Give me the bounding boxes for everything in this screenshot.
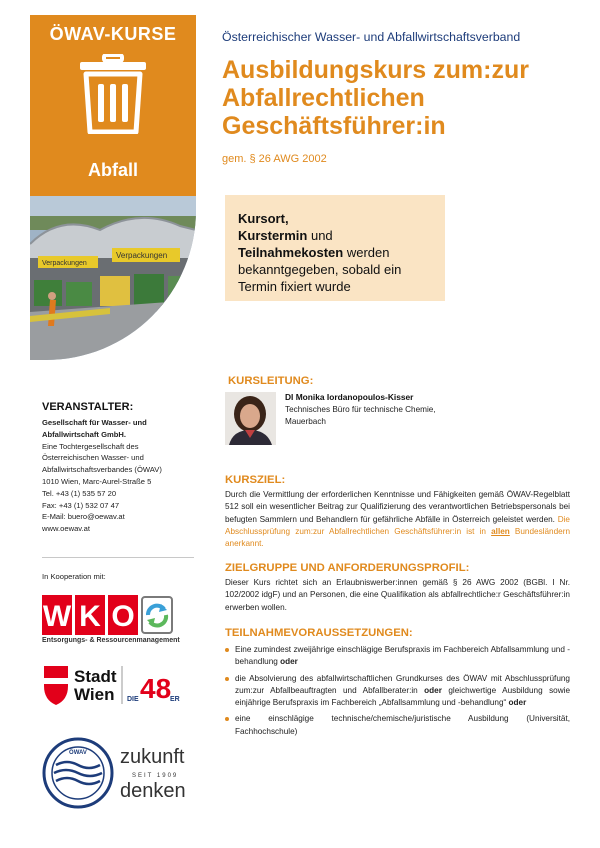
course-leader-line-2: Mauerbach xyxy=(285,416,326,426)
course-title-line-1: Ausbildungskurs zum:zur xyxy=(222,56,529,84)
seit-text: SEIT 1909 xyxy=(132,773,179,779)
divider xyxy=(42,557,194,558)
item2-oder-2: oder xyxy=(508,698,527,708)
info-kurstermin: Kurstermin xyxy=(238,228,308,243)
item1-text: Eine zumindest zweijährige einschlägige Berufspraxis im Fachbereich Abfallsammlung und -behandlung xyxy=(235,645,570,667)
list-item xyxy=(225,673,570,710)
info-kursort: Kursort, xyxy=(238,211,289,226)
kursziel-highlight-a: Die Abschlussprüfung zum:zur Abfallrechtlichen Geschäftsführer:in ist in xyxy=(225,514,570,536)
course-leader-portrait xyxy=(225,392,276,445)
list-item xyxy=(225,644,570,669)
info-kosten: Teilnahmekosten xyxy=(238,245,344,260)
organization-name: Österreichischer Wasser- und Abfallwirtschaftsverband xyxy=(222,30,521,44)
item2-text-b: gleichwertige Ausbildung sowie einjährige Berufspraxis im Fachbereich „Abfallsammlung und -behandlung“ xyxy=(235,685,570,708)
course-leader-affiliation xyxy=(285,404,445,427)
veranstalter-name-1: Gesellschaft für Wasser- und xyxy=(42,418,147,427)
stadt-wien-logo xyxy=(42,664,182,706)
zielgruppe-heading: ZIELGRUPPE UND ANFORDERUNGSPROFIL: xyxy=(225,562,470,574)
veranstalter-desc-1: Eine Tochtergesellschaft des xyxy=(42,441,139,451)
course-title-line-3: Geschäftsführer:in xyxy=(222,112,446,140)
recycling-station-photo xyxy=(30,196,196,360)
item2-oder-1: oder xyxy=(424,685,442,695)
zukunft-text: zukunft xyxy=(120,746,185,768)
wko-letter-w: W xyxy=(42,600,72,633)
course-title xyxy=(222,56,582,140)
oewav-logo xyxy=(42,737,202,809)
wko-letter-k: K xyxy=(79,600,101,633)
veranstalter-fax: Fax: +43 (1) 532 07 47 xyxy=(42,500,120,510)
voraussetzungen-heading: TEILNAHMEVORAUSSETZUNGEN: xyxy=(225,627,413,639)
veranstalter-desc-2: Österreichischen Wasser- und xyxy=(42,453,144,463)
category-label: Abfall xyxy=(87,160,138,180)
course-series-label: ÖWAV-KURSE xyxy=(49,24,177,44)
info-box-text xyxy=(238,210,438,295)
voraussetzungen-list xyxy=(225,644,570,742)
die48-die: DIE xyxy=(127,696,139,703)
course-leader-name: DI Monika Iordanopoulos-Kisser xyxy=(285,392,414,402)
kursziel-main: Durch die Vermittlung der erforderlichen Kenntnisse und Fähigkeiten gemäß ÖWAV-Regelblatt 512 soll ein wesentlicher Beitrag zur Qualifizierung des verantwortlichen Betriebspersonals bei befugten Sammlern und Behandlern für gefährliche Abfälle in Österreich geleistet werden. xyxy=(225,490,570,524)
zielgruppe-text: Dieser Kurs richtet sich an Erlaubniswerber:innen gemäß § 26 AWG 2002 (BGBl. I Nr. 102/2002 idgF) und an Personen, die eine Qualifikation als abfallrechtliche:r Geschäftsführer:in erwerben wollen. xyxy=(225,578,570,612)
item1-oder: oder xyxy=(280,657,298,667)
info-und: und xyxy=(307,228,333,243)
veranstalter-details xyxy=(42,417,197,535)
veranstalter-heading: VERANSTALTER: xyxy=(42,401,134,413)
denken-text: denken xyxy=(120,780,186,802)
kursziel-highlight-allen: allen xyxy=(491,526,510,536)
stadt-text: Stadt xyxy=(74,667,117,686)
photo-sign-right: Verpackungen xyxy=(116,251,168,260)
kooperation-label: In Kooperation mit: xyxy=(42,572,106,581)
kursziel-text xyxy=(225,489,570,550)
wien-text: Wien xyxy=(74,685,115,704)
veranstalter-email[interactable]: E-Mail: buero@oewav.at xyxy=(42,512,125,522)
course-title-line-2: Abfallrechtlichen xyxy=(222,84,425,112)
kursziel-heading: KURSZIEL: xyxy=(225,474,286,486)
wko-subtitle: Entsorgungs- & Ressourcenmanagement xyxy=(42,637,180,644)
info-line-5: Termin fixiert wurde xyxy=(238,279,351,294)
course-leader-line-1: Technisches Büro für technische Chemie, xyxy=(285,405,436,414)
list-item xyxy=(225,713,570,738)
veranstalter-name-2: Abfallwirtschaft GmbH. xyxy=(42,429,126,439)
legal-basis: gem. § 26 AWG 2002 xyxy=(222,153,327,165)
veranstalter-tel: Tel. +43 (1) 535 57 20 xyxy=(42,488,117,498)
item2-text-a: die Absolvierung des abfallwirtschaftlichen Grundkurses des ÖWAV mit Abschlussprüfung zum:zur Abfallbeauftragten und Abfallberater:in xyxy=(235,673,570,695)
wko-logo xyxy=(42,595,174,635)
oewav-ring-text: ÖWAV xyxy=(69,750,87,756)
veranstalter-address: 1010 Wien, Marc-Aurel-Straße 5 xyxy=(42,476,152,486)
item3-text: eine einschlägige technische/chemische/juristische Ausbildung (Universität, Fachhochschule) xyxy=(235,714,570,736)
veranstalter-web[interactable]: www.oewav.at xyxy=(42,524,90,534)
die48-er: ER xyxy=(170,696,180,703)
die48-number: 48 xyxy=(140,673,172,704)
info-werden: werden xyxy=(343,245,390,260)
photo-sign-left: Verpackungen xyxy=(42,260,87,267)
kursziel-highlight-c: Bundesländern anerkannt. xyxy=(225,526,570,549)
wko-letter-o: O xyxy=(111,600,135,633)
trash-bin-icon xyxy=(76,54,150,134)
kursleitung-heading: KURSLEITUNG: xyxy=(228,375,314,387)
veranstalter-desc-3: Abfallwirtschaftsverbandes (ÖWAV) xyxy=(42,465,162,475)
info-line-4: bekanntgegeben, sobald ein xyxy=(238,262,402,277)
